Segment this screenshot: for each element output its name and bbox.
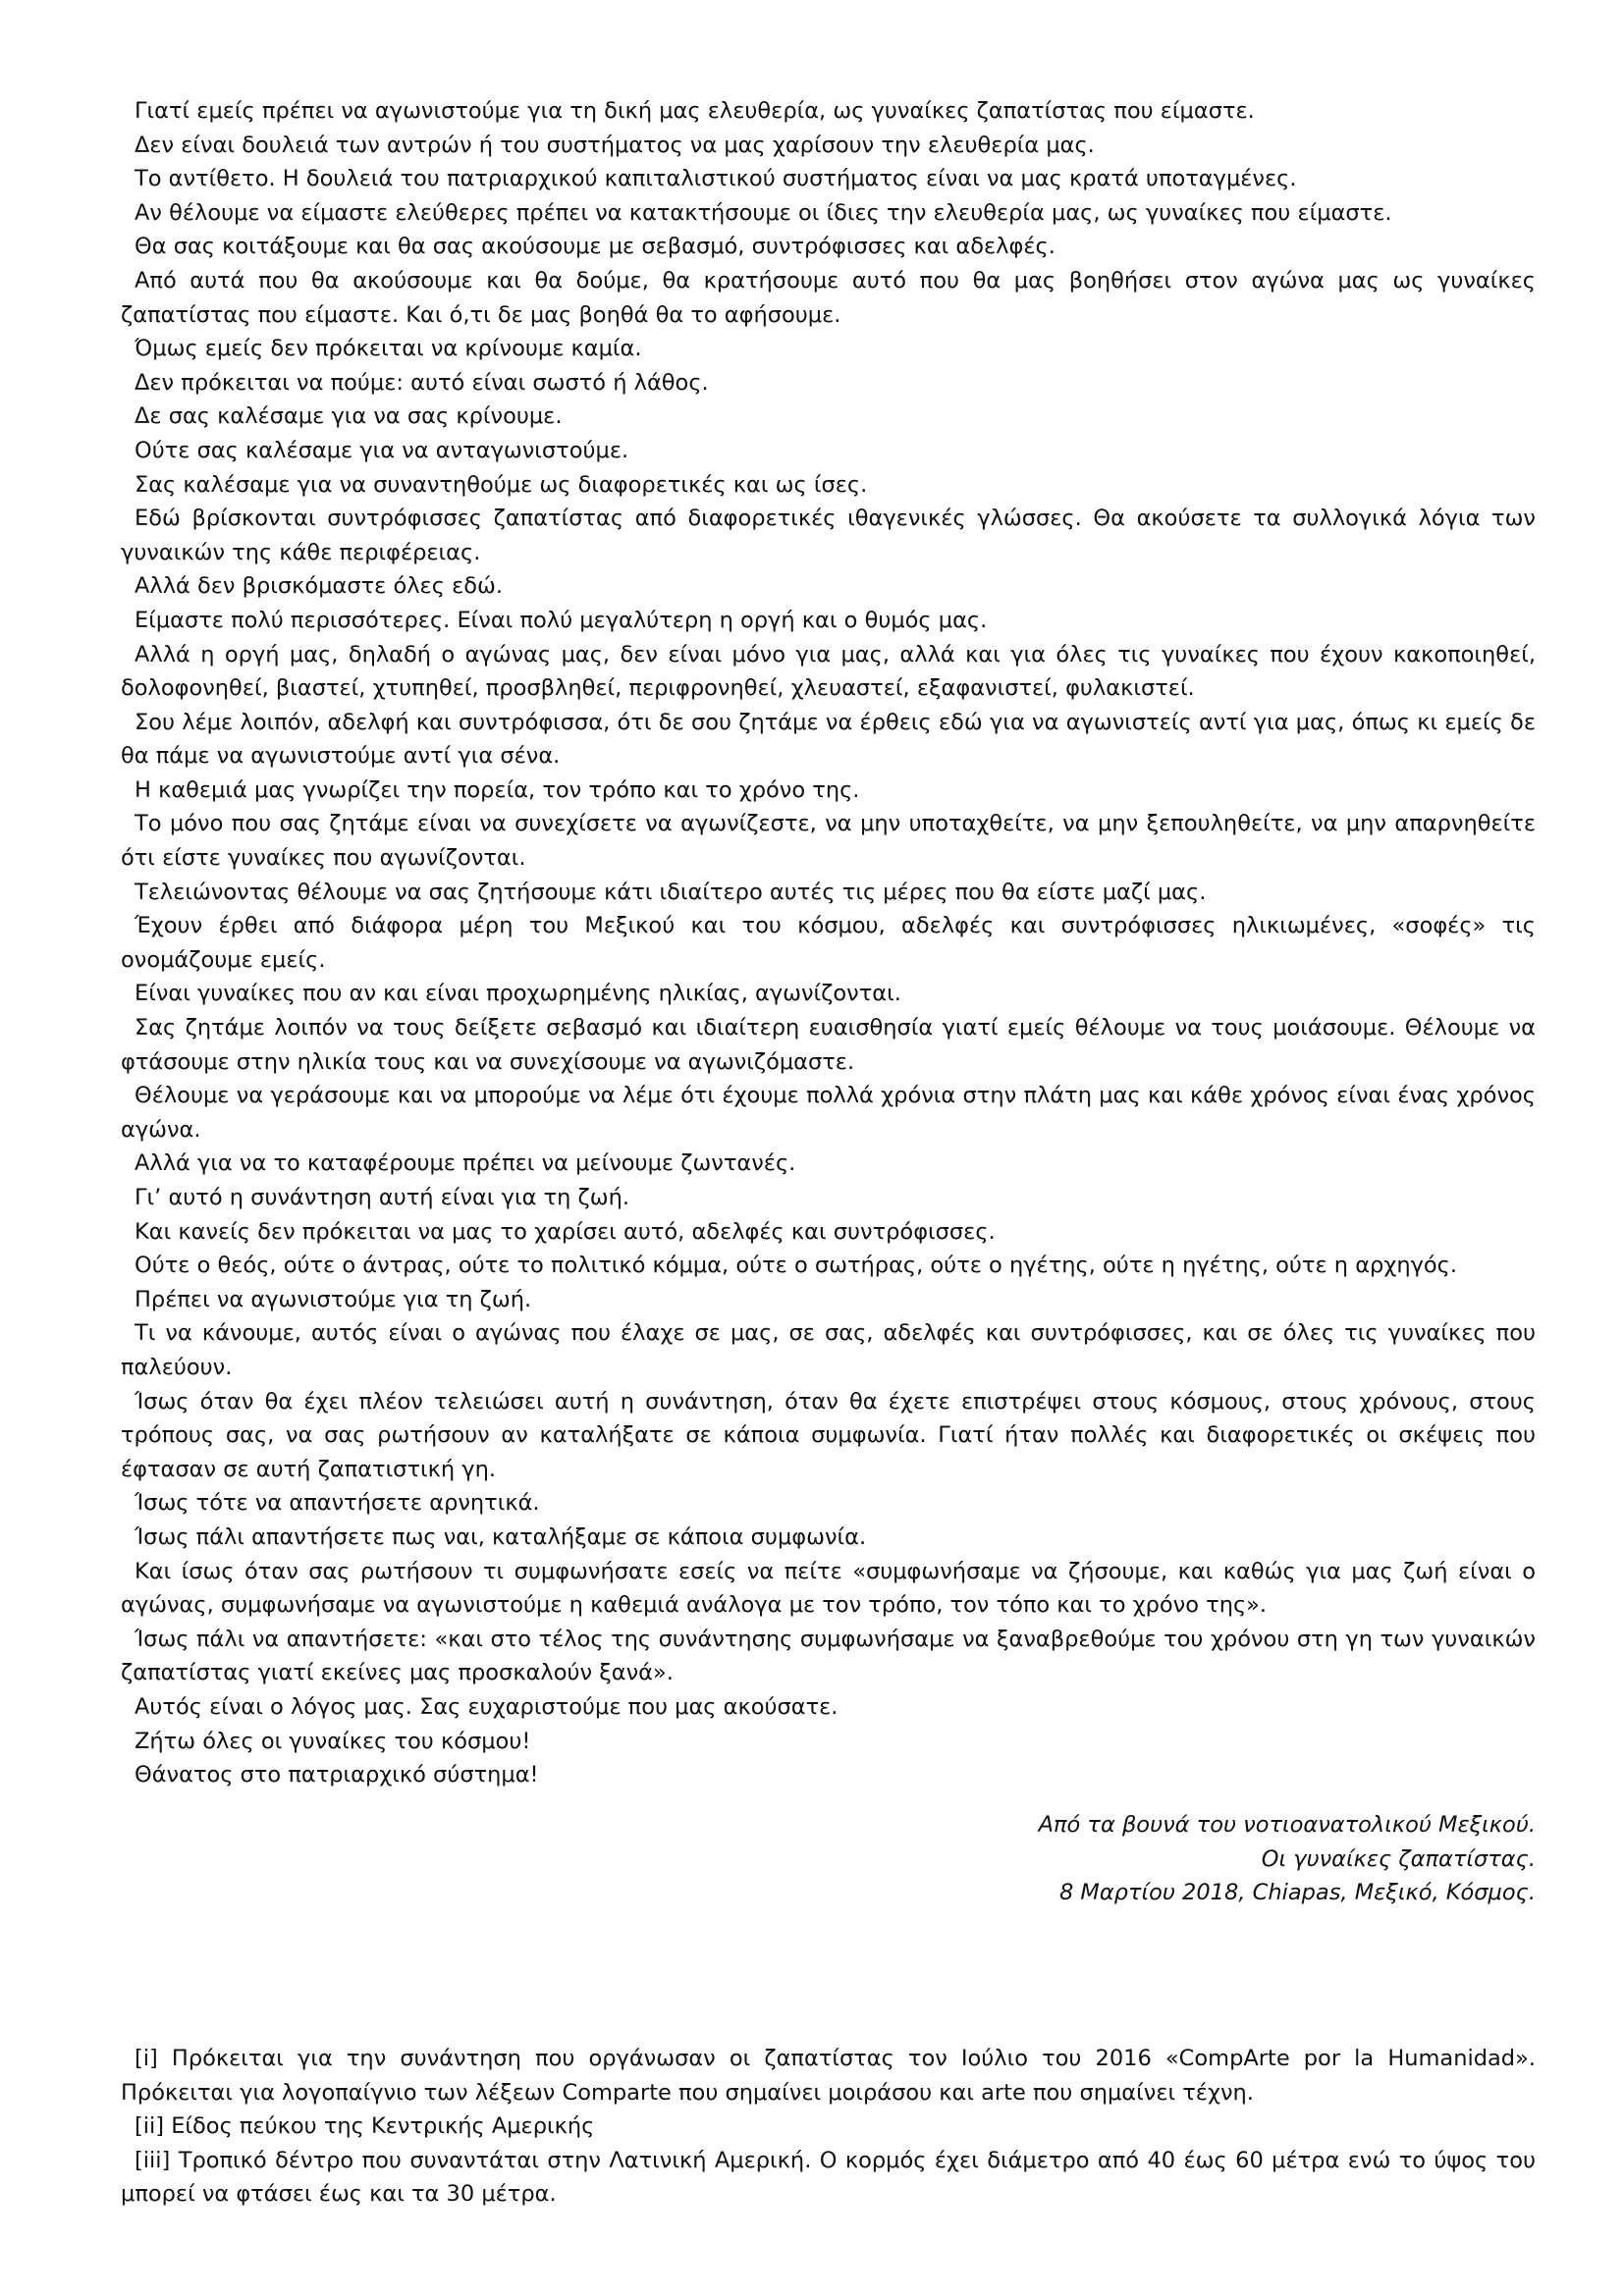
body-text (121, 94, 1536, 1792)
signature-author: Οι γυναίκες ζαπατίστας. (1261, 1845, 1536, 1872)
footnotes (121, 2042, 1536, 2212)
paragraph: Και ίσως όταν σας ρωτήσουν τι συμφωνήσατε εσείς να πείτε «συμφωνήσαμε να ζήσουμε, και καθώς για μας ζωή είναι ο αγώνας, συμφωνήσαμε να αγωνιστούμε η καθεμιά ανάλογα με τον τρόπο, τον τόπο και το χρόνο της». (121, 1558, 1536, 1619)
paragraph: Αλλά δεν βρισκόμαστε όλες εδώ. (135, 573, 503, 600)
paragraph: Τελειώνοντας θέλουμε να σας ζητήσουμε κάτι ιδιαίτερο αυτές τις μέρες που θα είστε μαζί μας. (135, 879, 1207, 905)
paragraph: Αυτός είναι ο λόγος μας. Σας ευχαριστούμε που μας ακούσατε. (135, 1693, 839, 1720)
footnote: [ii] Είδος πεύκου της Κεντρικής Αμερικής (135, 2113, 595, 2140)
paragraph: Ίσως τότε να απαντήσετε αρνητικά. (135, 1490, 540, 1517)
paragraph: Το μόνο που σας ζητάμε είναι να συνεχίσετε να αγωνίζεστε, να μην υποταχθείτε, να μην ξεπουληθείτε, να μην απαρνηθείτε ότι είστε γυναίκες που αγωνίζονται. (121, 811, 1536, 872)
paragraph: Ζήτω όλες οι γυναίκες του κόσμου! (135, 1728, 531, 1754)
paragraph: Σου λέμε λοιπόν, αδελφή και συντρόφισσα, ότι δε σου ζητάμε να έρθεις εδώ για να αγωνιστείς αντί για μας, όπως κι εμείς δε θα πάμε να αγωνιστούμε αντί για σένα. (121, 709, 1536, 770)
signature-block (884, 1808, 1536, 1910)
paragraph: Έχουν έρθει από διάφορα μέρη του Μεξικού και του κόσμου, αδελφές και συντρόφισσες ηλικιωμένες, «σοφές» τις ονομάζουμε εμείς. (121, 913, 1536, 973)
paragraph: Δεν πρόκειται να πούμε: αυτό είναι σωστό ή λάθος. (135, 369, 709, 396)
paragraph: Θάνατος στο πατριαρχικό σύστημα! (135, 1762, 539, 1789)
paragraph: Ίσως όταν θα έχει πλέον τελειώσει αυτή η συνάντηση, όταν θα έχετε επιστρέψει στους κόσμους, στους χρόνους, στους τρόπους σας, να σας ρωτήσουν αν καταλήξατε σε κάποια συμφωνία. Γιατί ήταν πολλές και διαφορετικές οι σκέψεις που έφτασαν σε αυτή ζαπατιστική γη. (121, 1388, 1536, 1482)
paragraph: Ούτε σας καλέσαμε για να ανταγωνιστούμε. (135, 437, 629, 463)
paragraph: Αλλά για να το καταφέρουμε πρέπει να μείνουμε ζωντανές. (135, 1150, 796, 1177)
paragraph: Είναι γυναίκες που αν και είναι προχωρημένης ηλικίας, αγωνίζονται. (135, 981, 901, 1007)
paragraph: Ίσως πάλι απαντήσετε πως ναι, καταλήξαμε σε κάποια συμφωνία. (135, 1523, 867, 1550)
paragraph: Το αντίθετο. Η δουλειά του πατριαρχικού καπιταλιστικού συστήματος είναι να μας κρατά υποταγμένες. (135, 166, 1297, 192)
paragraph: Τι να κάνουμε, αυτός είναι ο αγώνας που έλαχε σε μας, σε σας, αδελφές και συντρόφισσες, και σε όλες τις γυναίκες που παλεύουν. (121, 1320, 1536, 1380)
signature-place: Από τα βουνά του νοτιοανατολικού Μεξικού. (1038, 1812, 1536, 1838)
paragraph: Όμως εμείς δεν πρόκειται να κρίνουμε καμία. (135, 336, 642, 362)
footnote: [iii] Τροπικό δέντρο που συναντάται στην Λατινική Αμερική. Ο κορμός έχει διάμετρο από 40 έως 60 μέτρα ενώ το ύψος του μπορεί να φτάσει έως και τα 30 μέτρα. (121, 2147, 1536, 2208)
paragraph: Θα σας κοιτάξουμε και θα σας ακούσουμε με σεβασμό, συντρόφισσες και αδελφές. (135, 234, 1056, 260)
paragraph: Θέλουμε να γεράσουμε και να μπορούμε να λέμε ότι έχουμε πολλά χρόνια στην πλάτη μας και κάθε χρόνος είναι ένας χρόνος αγώνα. (121, 1083, 1536, 1143)
paragraph: Σας ζητάμε λοιπόν να τους δείξετε σεβασμό και ιδιαίτερη ευαισθησία γιατί εμείς θέλουμε να τους μοιάσουμε. Θέλουμε να φτάσουμε στην ηλικία τους και να συνεχίσουμε να αγωνιζόμαστε. (121, 1015, 1536, 1075)
paragraph: Γιατί εμείς πρέπει να αγωνιστούμε για τη δική μας ελευθερία, ως γυναίκες ζαπατίστας που είμαστε. (135, 98, 1255, 124)
paragraph: Σας καλέσαμε για να συναντηθούμε ως διαφορετικές και ως ίσες. (135, 471, 868, 498)
paragraph: Ίσως πάλι να απαντήσετε: «και στο τέλος της συνάντησης συμφωνήσαμε να ξαναβρεθούμε του χρόνου στη γη των γυναικών ζαπατίστας γιατί εκείνες μας προσκαλούν ξανά». (121, 1626, 1536, 1686)
paragraph: Δεν είναι δουλειά των αντρών ή του συστήματος να μας χαρίσουν την ελευθερία μας. (135, 132, 1095, 158)
paragraph: Δε σας καλέσαμε για να σας κρίνουμε. (135, 403, 563, 430)
paragraph: Και κανείς δεν πρόκειται να μας το χαρίσει αυτό, αδελφές και συντρόφισσες. (135, 1218, 996, 1245)
paragraph: Αν θέλουμε να είμαστε ελεύθερες πρέπει να κατακτήσουμε οι ίδιες την ελευθερία μας, ως γυναίκες που είμαστε. (135, 199, 1392, 226)
paragraph: Είμαστε πολύ περισσότερες. Είναι πολύ μεγαλύτερη η οργή και ο θυμός μας. (135, 607, 988, 633)
paragraph: Πρέπει να αγωνιστούμε για τη ζωή. (135, 1286, 532, 1312)
paragraph: Εδώ βρίσκονται συντρόφισσες ζαπατίστας από διαφορετικές ιθαγενικές γλώσσες. Θα ακούσετε τα συλλογικά λόγια των γυναικών της κάθε περιφέρειας. (121, 506, 1536, 565)
paragraph: Ούτε ο θεός, ούτε ο άντρας, ούτε το πολιτικό κόμμα, ούτε ο σωτήρας, ούτε ο ηγέτης, ούτε η ηγέτης, ούτε η αρχηγός. (135, 1253, 1458, 1279)
paragraph: Αλλά η οργή μας, δηλαδή ο αγώνας μας, δεν είναι μόνο για μας, αλλά και για όλες τις γυναίκες που έχουν κακοποιηθεί, δολοφονηθεί, βιαστεί, χτυπηθεί, προσβληθεί, περιφρονηθεί, χλευαστεί, εξαφανιστεί, φυλακιστεί. (121, 641, 1536, 702)
paragraph: Από αυτά που θα ακούσουμε και θα δούμε, θα κρατήσουμε αυτό που θα μας βοηθήσει στον αγώνα μας ως γυναίκες ζαπατίστας που είμαστε. Και ό,τι δε μας βοηθά θα το αφήσουμε. (121, 267, 1536, 328)
footnote: [i] Πρόκειται για την συνάντηση που οργάνωσαν οι ζαπατίστας τον Ιούλιο του 2016 «CompArte por la Humanidad». Πρόκειται για λογοπαίγνιο των λέξεων Comparte που σημαίνει μοιράσου και arte που σημαίνει τέχνη. (121, 2046, 1536, 2106)
paragraph: Γι’ αυτό η συνάντηση αυτή είναι για τη ζωή. (135, 1185, 630, 1210)
signature-date: 8 Μαρτίου 2018, Chiapas, Μεξικό, Κόσμος. (1058, 1880, 1536, 1906)
paragraph: Η καθεμιά μας γνωρίζει την πορεία, τον τρόπο και το χρόνο της. (135, 776, 860, 803)
